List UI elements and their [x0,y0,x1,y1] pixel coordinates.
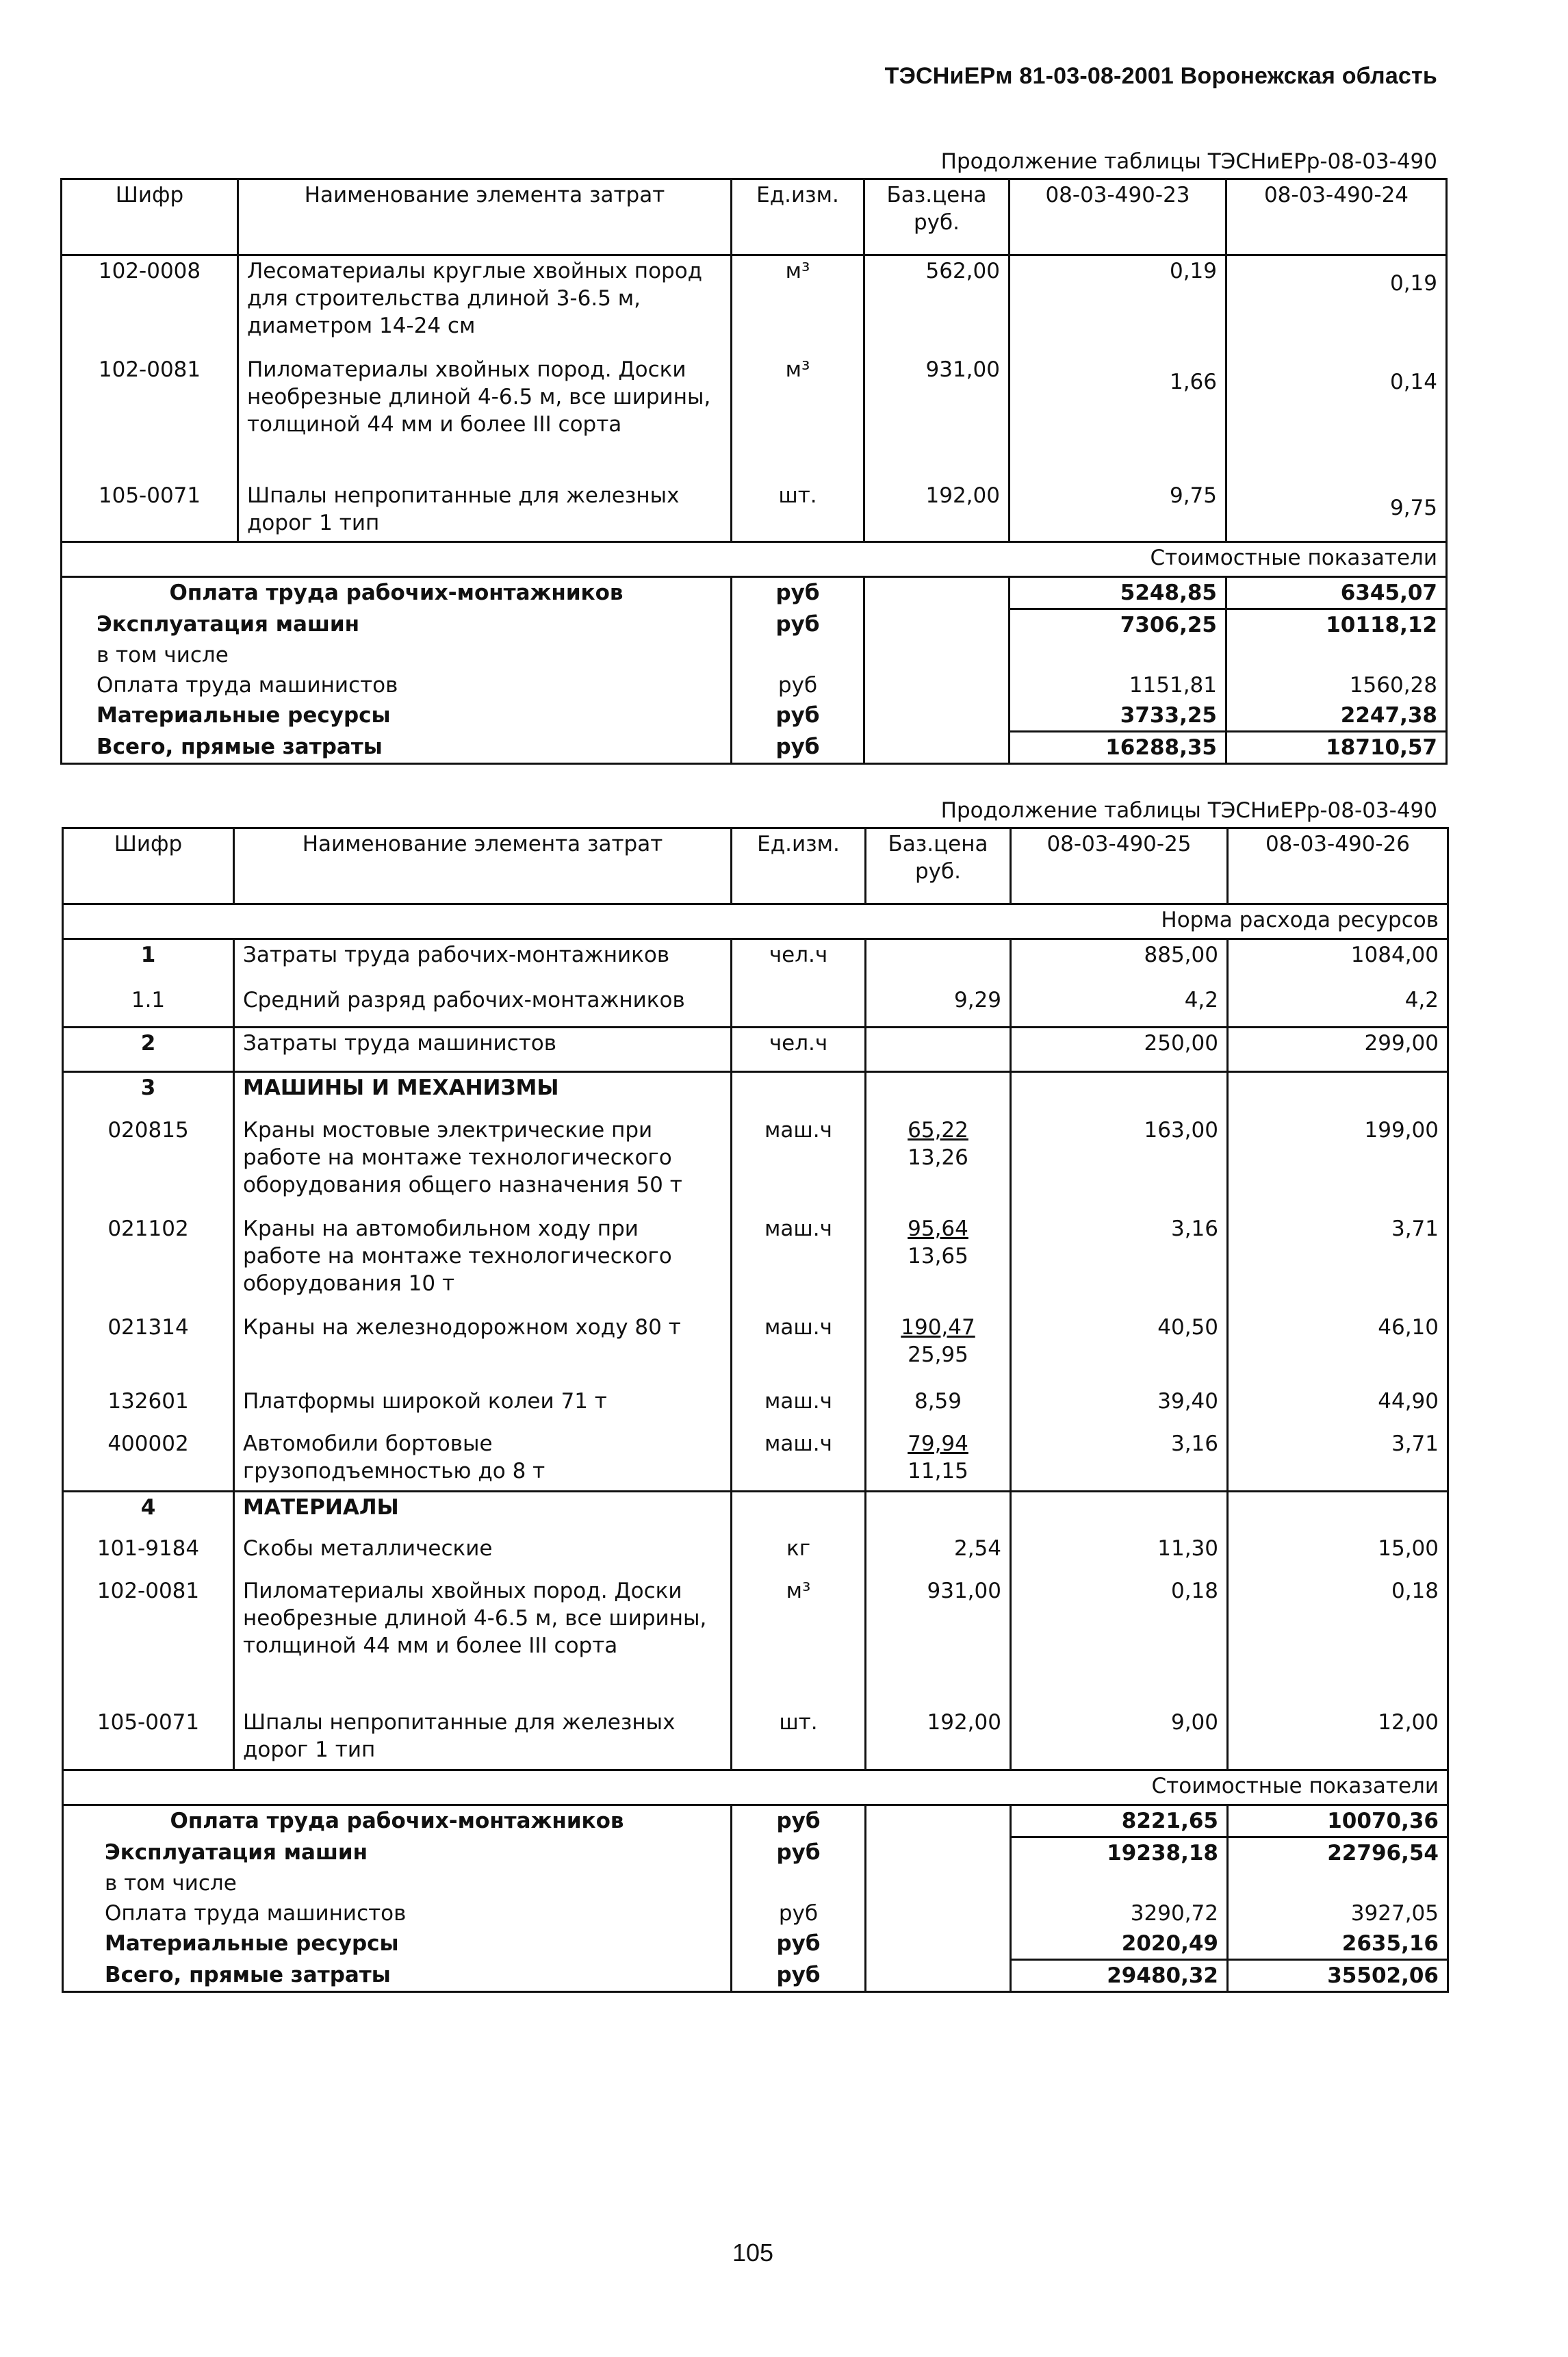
col-header-v1: 08-03-490-25 [1011,828,1228,904]
col-header-price: Баз.цена руб. [864,179,1010,255]
table1-caption: Продолжение таблицы ТЭСНиЕРр-08-03-490 [940,149,1437,174]
table-row: 105-0071 Шпалы непропитанные для железных дорог 1 тип шт. 192,00 9,75 9,75 [62,481,1447,542]
cost-row: Материальные ресурсы руб 3733,25 2247,38 [62,700,1447,732]
section-row: 3 МАШИНЫ И МЕХАНИЗМЫ [63,1072,1448,1116]
table2-header-row [63,828,1448,904]
col-header-v2: 08-03-490-24 [1226,179,1447,255]
cost-row: Оплата труда рабочих-монтажников руб 5248,85 6345,07 [62,577,1447,609]
table-row: 020815 Краны мостовые электрические при работе на монтаже технологического оборудования общего назначения 50 т маш.ч 65,22 13,26 163,00 199,00 [63,1115,1448,1214]
col-header-v1: 08-03-490-23 [1010,179,1226,255]
table-row: 2 Затраты труда машинистов чел.ч 250,00 299,00 [63,1028,1448,1072]
cost-row: Оплата труда машинистов руб 1151,81 1560,28 [62,670,1447,700]
norm-section-title-row [63,904,1448,939]
table-row: 105-0071 Шпалы непропитанные для железных дорог 1 тип шт. 192,00 9,00 12,00 [63,1707,1448,1770]
cost-row: Оплата труда машинистов руб 3290,72 3927,05 [63,1898,1448,1928]
cost-section-title: Стоимостные показатели [62,542,1447,577]
table1-header-row [62,179,1447,255]
page-number: 105 [732,2239,774,2267]
col-header-code: Шифр [63,828,234,904]
table-row: 102-0081 Пиломатериалы хвойных пород. Доски необрезные длиной 4-6.5 м, все ширины, толщиной 44 мм и более III сорта м³ 931,00 0,18 0,18 [63,1576,1448,1707]
cost-section-title-row [62,542,1447,577]
table-row: 021314 Краны на железнодорожном ходу 80 т маш.ч 190,47 25,95 40,50 46,10 [63,1312,1448,1386]
document-header: ТЭСНиЕРм 81-03-08-2001 Воронежская область [884,63,1437,89]
col-header-name: Наименование элемента затрат [234,828,732,904]
cost-row: в том числе [62,640,1447,670]
col-header-price: Баз.цена руб. [866,828,1011,904]
cost-row: Эксплуатация машин руб 19238,18 22796,54 [63,1837,1448,1869]
table-row: 102-0081 Пиломатериалы хвойных пород. Доски необрезные длиной 4-6.5 м, все ширины, толщиной 44 мм и более III сорта м³ 931,00 1,66 0,14 [62,355,1447,481]
table-row: 132601 Платформы широкой колеи 71 т маш.ч 8,59 39,40 44,90 [63,1386,1448,1429]
cost-row: Оплата труда рабочих-монтажников руб 8221,65 10070,36 [63,1805,1448,1837]
col-header-name: Наименование элемента затрат [238,179,732,255]
norm-section-title: Норма расхода ресурсов [63,904,1448,939]
col-header-code: Шифр [62,179,238,255]
col-header-v2: 08-03-490-26 [1228,828,1448,904]
cost-row: Всего, прямые затраты руб 16288,35 18710,57 [62,732,1447,764]
table-row: 1 Затраты труда рабочих-монтажников чел.ч 885,00 1084,00 [63,939,1448,986]
table2-caption: Продолжение таблицы ТЭСНиЕРр-08-03-490 [940,798,1437,823]
table-row: 1.1 Средний разряд рабочих-монтажников 9,29 4,2 4,2 [63,985,1448,1028]
col-header-unit: Ед.изм. [732,828,866,904]
table-row: 102-0008 Лесоматериалы круглые хвойных пород для строительства длиной 3-6.5 м, диаметром 14-24 см м³ 562,00 0,19 0,19 [62,255,1447,355]
table-row: 101-9184 Скобы металлические кг 2,54 11,30 15,00 [63,1533,1448,1576]
cost-row: Всего, прямые затраты руб 29480,32 35502,06 [63,1960,1448,1992]
cost-section-title-row [63,1770,1448,1805]
table1 [60,178,1448,765]
cost-row: Эксплуатация машин руб 7306,25 10118,12 [62,609,1447,641]
table-row: 021102 Краны на автомобильном ходу при работе на монтаже технологического оборудования 10 т маш.ч 95,64 13,65 3,16 3,71 [63,1214,1448,1312]
section-row: 4 МАТЕРИАЛЫ [63,1492,1448,1534]
table-row: 400002 Автомобили бортовые грузоподъемностью до 8 т маш.ч 79,94 11,15 3,16 3,71 [63,1429,1448,1492]
table2 [62,827,1449,1993]
cost-section-title: Стоимостные показатели [63,1770,1448,1805]
cost-row: Материальные ресурсы руб 2020,49 2635,16 [63,1928,1448,1960]
col-header-unit: Ед.изм. [732,179,864,255]
cost-row: в том числе [63,1868,1448,1898]
